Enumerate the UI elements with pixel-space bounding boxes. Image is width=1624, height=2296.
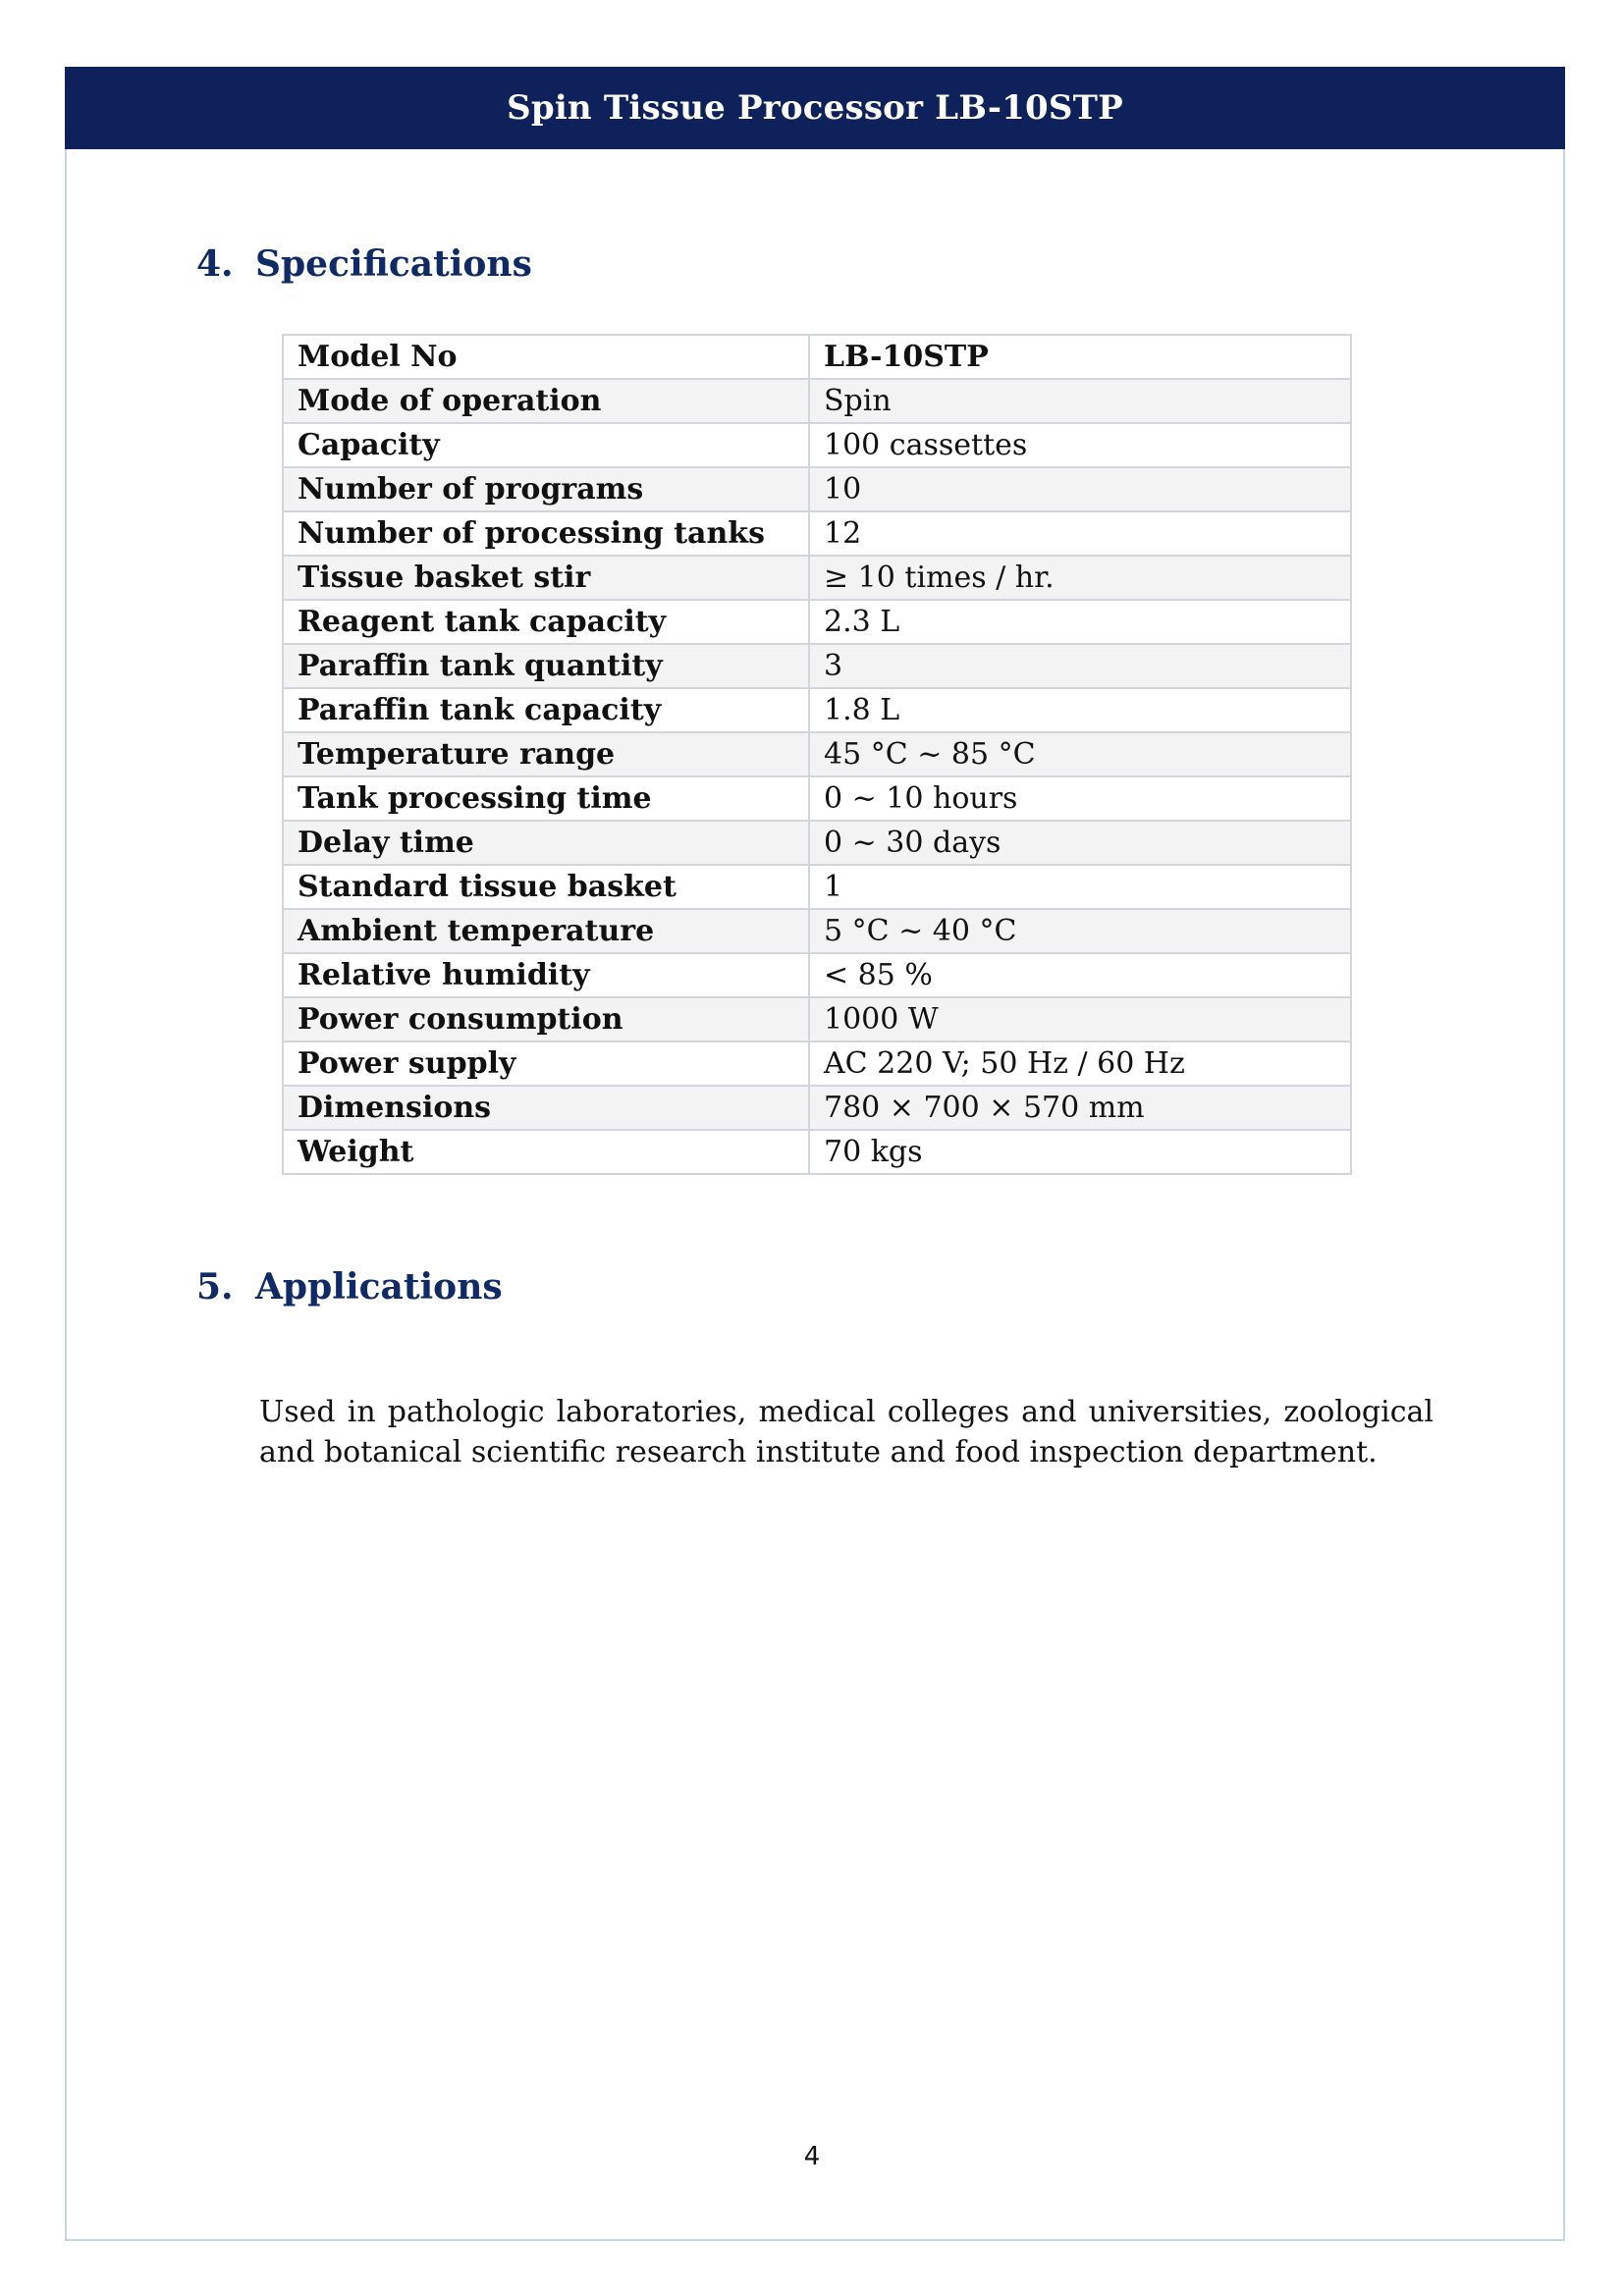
spec-value-cell: 12 — [809, 511, 1351, 556]
table-row — [283, 821, 1351, 865]
spec-value-cell: 780 × 700 × 570 mm — [809, 1086, 1351, 1130]
table-row — [283, 423, 1351, 467]
spec-value-cell: 1000 W — [809, 997, 1351, 1041]
spec-key-cell: Ambient temperature — [283, 909, 809, 953]
spec-value-cell: < 85 % — [809, 953, 1351, 997]
table-row — [283, 688, 1351, 732]
spec-key-cell: Mode of operation — [283, 379, 809, 423]
spec-value-cell: 0 ~ 30 days — [809, 821, 1351, 865]
spec-value-cell: 2.3 L — [809, 600, 1351, 644]
spec-key-cell: Paraffin tank quantity — [283, 644, 809, 688]
spec-key-cell: Weight — [283, 1130, 809, 1174]
spec-value-cell: 1 — [809, 865, 1351, 909]
spec-key-cell: Power supply — [283, 1041, 809, 1086]
page-number: 4 — [803, 2142, 821, 2171]
table-row — [283, 1130, 1351, 1174]
spec-value-cell: 10 — [809, 467, 1351, 511]
spec-key-cell: Paraffin tank capacity — [283, 688, 809, 732]
spec-value-cell: 45 °C ~ 85 °C — [809, 732, 1351, 776]
spec-key-cell: Standard tissue basket — [283, 865, 809, 909]
table-row — [283, 1041, 1351, 1086]
spec-key-cell: Number of processing tanks — [283, 511, 809, 556]
document-header — [65, 67, 1565, 149]
spec-value-cell: Spin — [809, 379, 1351, 423]
applications-paragraph: Used in pathologic laboratories, medical colleges and universities, zoological and botanical scientific research institute and food inspection department. — [259, 1395, 1434, 1469]
table-row — [283, 865, 1351, 909]
table-row — [283, 379, 1351, 423]
table-row — [283, 997, 1351, 1041]
table-row — [283, 556, 1351, 600]
table-row — [283, 600, 1351, 644]
table-row — [283, 732, 1351, 776]
spec-key-cell: Dimensions — [283, 1086, 809, 1130]
spec-key-cell: Tissue basket stir — [283, 556, 809, 600]
table-row — [283, 776, 1351, 821]
section-title: Specifications — [255, 243, 532, 285]
spec-value-cell: 3 — [809, 644, 1351, 688]
spec-value-cell: 100 cassettes — [809, 423, 1351, 467]
spec-value-cell: AC 220 V; 50 Hz / 60 Hz — [809, 1041, 1351, 1086]
spec-value-cell: 5 °C ~ 40 °C — [809, 909, 1351, 953]
spec-key-cell: Number of programs — [283, 467, 809, 511]
spec-key-cell: Delay time — [283, 821, 809, 865]
spec-key-cell: Temperature range — [283, 732, 809, 776]
section-number: 5. — [196, 1266, 234, 1308]
specifications-table-body — [283, 335, 1351, 1174]
table-row — [283, 335, 1351, 379]
specifications-heading — [196, 243, 532, 285]
spec-value-cell: 0 ~ 10 hours — [809, 776, 1351, 821]
document-title: Spin Tissue Processor LB-10STP — [507, 88, 1123, 128]
spec-key-cell: Reagent tank capacity — [283, 600, 809, 644]
spec-value-cell: 70 kgs — [809, 1130, 1351, 1174]
specifications-table — [282, 334, 1352, 1175]
table-row — [283, 467, 1351, 511]
table-row — [283, 511, 1351, 556]
table-row — [283, 909, 1351, 953]
spec-key-cell: Capacity — [283, 423, 809, 467]
spec-key-cell: Power consumption — [283, 997, 809, 1041]
table-row — [283, 1086, 1351, 1130]
table-row — [283, 953, 1351, 997]
spec-value-cell: ≥ 10 times / hr. — [809, 556, 1351, 600]
spec-key-cell: Tank processing time — [283, 776, 809, 821]
section-title: Applications — [255, 1266, 503, 1308]
section-number: 4. — [196, 243, 234, 285]
spec-key-cell: Relative humidity — [283, 953, 809, 997]
spec-key-cell: Model No — [283, 335, 809, 379]
spec-value-cell: LB-10STP — [809, 335, 1351, 379]
applications-heading — [196, 1266, 503, 1308]
table-row — [283, 644, 1351, 688]
spec-value-cell: 1.8 L — [809, 688, 1351, 732]
